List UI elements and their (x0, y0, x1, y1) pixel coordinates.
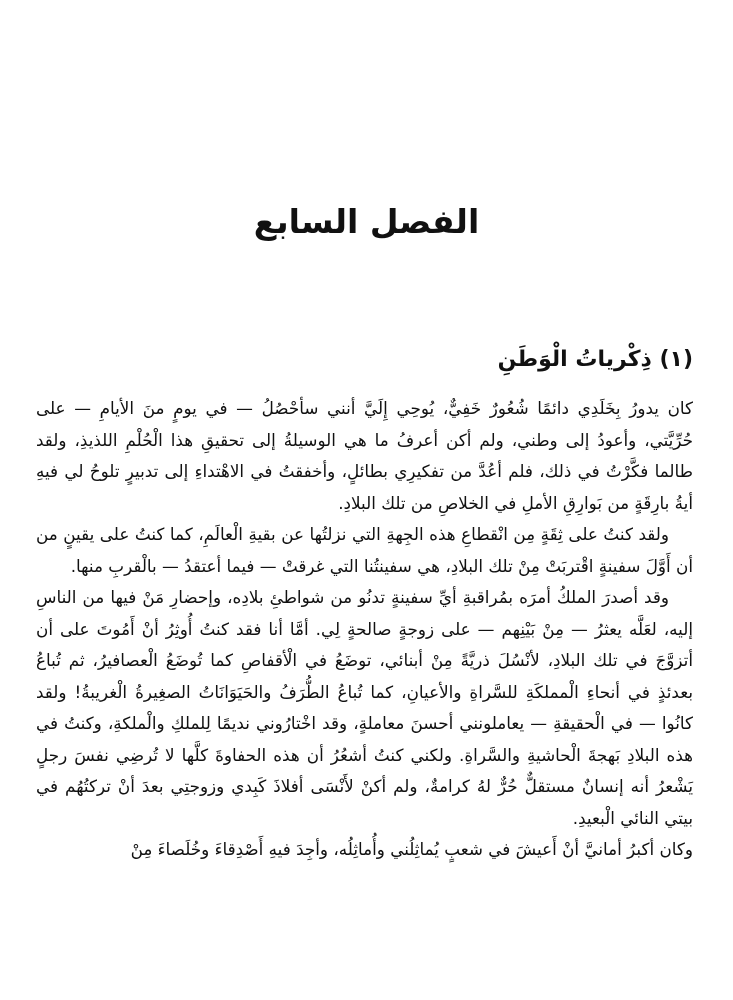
section-heading: (١) ذِكْرياتُ الْوَطَنِ (497, 347, 693, 372)
paragraph: وقد أصدرَ الملكُ أمرَه بمُراقبةِ أيِّ سفينةٍ تدنُو من شواطئِ بلادِه، وإحضارِ مَنْ فيها من الناسِ إليه، لعَلَّه يعثرُ — مِنْ بَيْنِهم — على زوجةٍ صالحةٍ لِي. أمَّا أنا فقد كنتُ أُوثِرُ أنْ أَمُوتَ على أن أتزوَّجَ في تلك البلادِ، لأنْسُلَ ذريَّةً مِنْ أبنائي، توضَعُ في الْأقفاصِ كما تُوضَعُ الْعصافيرُ، ثم تُباعُ بعدئذٍ في أنحاءِ الْمملكَةِ للسَّراةِ والأعيانِ، كما تُباعُ الطُّرَفُ والحَيَوَانَاتُ الصغِيرةُ الْغريبةُ! ولقد كانُوا — في الْحقيقةِ — يعاملونني أحسنَ معاملةٍ، وقد اخْتارُوني نديمًا لِلملكِ والْملكةِ، وكنتُ في هذه البلادِ بَهجةَ الْحاشيةِ والسَّراةِ. ولكني كنتُ أشعُرُ أن هذه الحفاوةَ كلَّها لا تُرضِي نفسَ رجلٍ يَشْعرُ أنه إنسانٌ مستقلٌّ حُرٌّ لهُ كرامةٌ، ولم أكنْ لأَنْسَى أفلاذَ كَبِدي وزوجتِي بعدَ أنْ تركتُهُم في بيتي النائي الْبعيدِ. (36, 587, 693, 828)
body-text (36, 393, 693, 866)
paragraph: ولقد كنتُ على ثِقَةٍ مِن انْقطاعِ هذه الجِهةِ التي نزلتُها عن بقيةِ الْعالَمِ، كما كنتُ على يقينٍ من أن أَوَّلَ سفينةٍ اقْتربَتْ مِنْ تلك البلادِ، هي سفينتُنا التي غرقتْ — فيما أعتقدُ — بالْقربِ منها. (36, 524, 693, 576)
chapter-title: الفصل السابع (253, 202, 480, 241)
paragraph: وكان أكبرُ أمانيَّ أنْ أَعيشَ في شعبٍ يُماثِلُني وأُماثِلُه، وأجِدَ فيهِ أَصْدِقاءَ وخُلَصاءَ مِنْ (130, 839, 693, 859)
paragraph: كان يدورُ بِخَلَدِي دائمًا شُعُورٌ خَفِيٌّ، يُوحِي إِلَيَّ أنني سأحْصُلُ — في يومٍ منَ الأيامِ — على حُرِّيَّتي، وأعودُ إلى وطني، ولم أكن أعرفُ ما هي الوسيلةُ إلى تحقيقِ هذا الْحُلْمِ اللذيذِ، ولقد طالما فكَّرْتُ في ذلك، فلم أعُدَّ من تفكيرِي بطائلٍ، وأخفقتُ في الاهْتداءِ إلى تدبيرٍ تلوحُ لي فيهِ أيةُ بارِقَةٍ من بَوارِقِ الأملِ في الخلاصِ من تلك البلادِ. (36, 398, 693, 513)
